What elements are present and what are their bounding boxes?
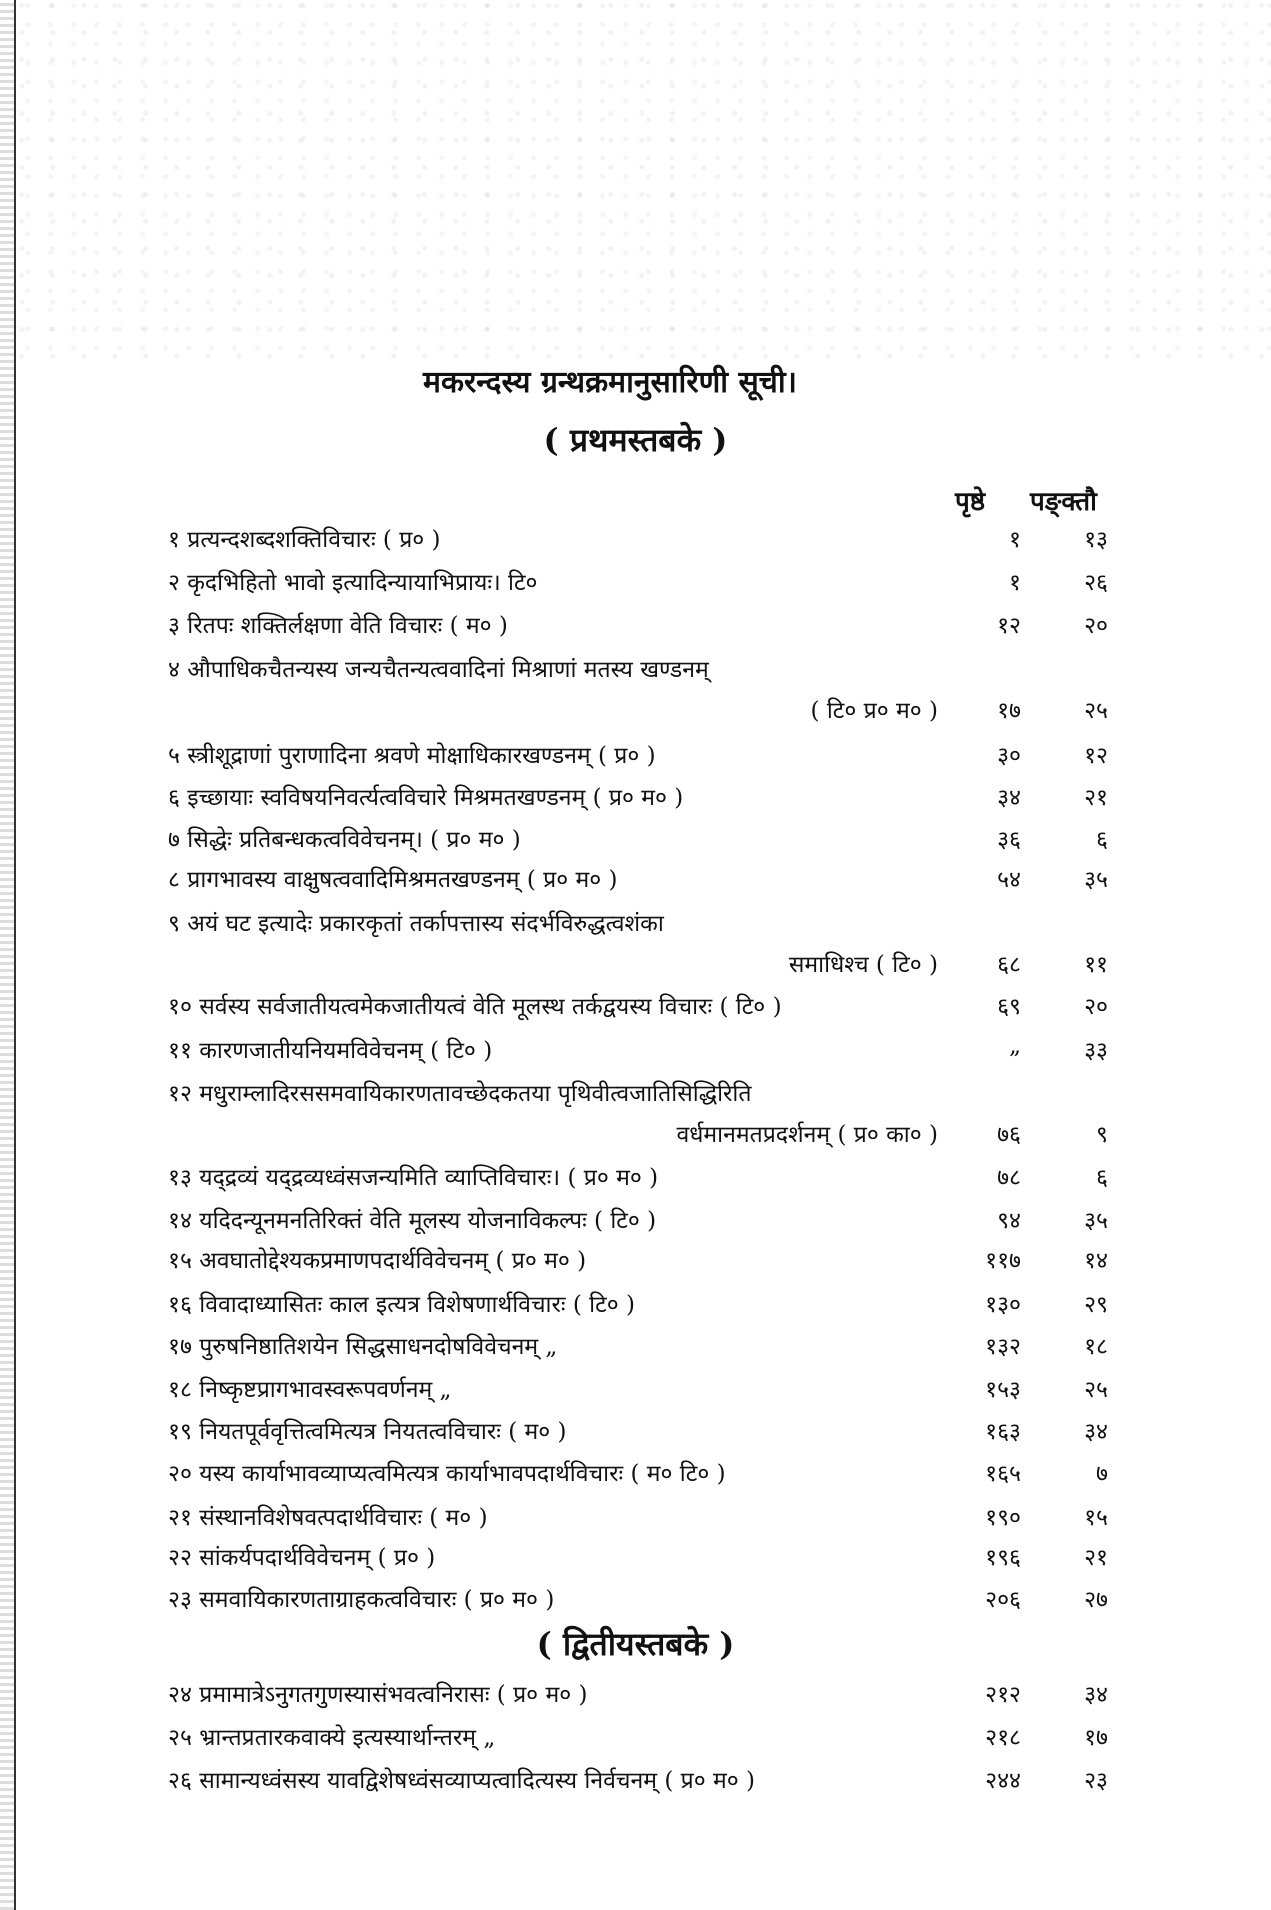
section-heading-second: ( द्वितीयस्तबके )	[536, 1625, 735, 1663]
entry-text: ९ अयं घट इत्यादेः प्रकारकृतां तर्कापत्तास्य संदर्भविरुद्धत्वशंका	[168, 911, 664, 937]
entry-line: २९	[1084, 1292, 1108, 1318]
entry-page: ६८	[997, 952, 1021, 978]
entry-line: ३४	[1084, 1682, 1108, 1708]
entry-text: २३ समवायिकारणताग्राहकत्वविचारः ( प्र० म० )	[168, 1587, 555, 1613]
entry-text: ७ सिद्धेः प्रतिबन्धकत्वविवेचनम्। ( प्र० म० )	[168, 827, 521, 853]
index-entry	[168, 1329, 1108, 1367]
index-entry	[168, 565, 1108, 603]
entry-page: २१८	[985, 1725, 1021, 1751]
entry-page: ६९	[997, 994, 1021, 1020]
entry-page: ३०	[997, 743, 1021, 769]
entry-page: १२	[997, 613, 1021, 639]
index-entry	[168, 522, 1108, 560]
index-entry	[168, 1076, 1098, 1114]
column-header-line: पङ्क्तौ	[1030, 487, 1097, 517]
entry-page: २१२	[985, 1682, 1021, 1708]
entry-line: २१	[1084, 785, 1108, 811]
index-entry	[168, 1414, 1108, 1452]
entry-text: २१ संस्थानविशेषवत्पदार्थविचारः ( म० )	[168, 1505, 488, 1531]
entry-page: १५३	[985, 1377, 1021, 1403]
entry-line: ९	[1096, 1122, 1108, 1148]
entry-page: १६३	[985, 1419, 1021, 1445]
entry-text: १६ विवादाध्यासितः काल इत्यत्र विशेषणार्थविचारः ( टि० )	[168, 1292, 635, 1318]
entry-line: १८	[1084, 1334, 1108, 1360]
entry-line: ३५	[1084, 1208, 1108, 1234]
entry-line: २५	[1084, 1377, 1108, 1403]
entry-line: २५	[1084, 698, 1108, 724]
index-entry	[168, 1540, 1108, 1578]
entry-page: ३४	[997, 785, 1021, 811]
entry-line: ६	[1096, 1165, 1108, 1191]
entry-text: १७ पुरुषनिष्ठातिशयेन सिद्धसाधनदोषविवेचनम् „	[168, 1334, 558, 1360]
index-entry	[168, 608, 1108, 646]
entry-text: १९ नियतपूर्ववृत्तित्वमित्यत्र नियतत्वविचारः ( म० )	[168, 1419, 567, 1445]
index-entry	[168, 1582, 1108, 1620]
entry-text: ( टि० प्र० म० )	[810, 698, 938, 724]
entry-text: १४ यदिदन्यूनमनतिरिक्तं वेति मूलस्य योजनाविकल्पः ( टि० )	[168, 1208, 657, 1234]
index-entry	[168, 1763, 1108, 1801]
index-entry	[168, 1456, 1108, 1494]
entry-line: २०	[1084, 994, 1108, 1020]
entry-text: ११ कारणजातीयनियमविवेचनम् ( टि० )	[168, 1038, 493, 1064]
entry-page: „	[1009, 1033, 1021, 1059]
index-entry	[168, 1033, 1108, 1071]
index-entry	[168, 1287, 1108, 1325]
entry-text: समाधिश्च ( टि० )	[788, 952, 938, 978]
entry-text: १ प्रत्यन्दशब्दशक्तिविचारः ( प्र० )	[168, 527, 441, 553]
index-entry	[168, 1203, 1108, 1241]
entry-text: १८ निष्कृष्टप्रागभावस्वरूपवर्णनम् „	[168, 1377, 452, 1403]
entry-page: १३२	[985, 1334, 1021, 1360]
index-entry	[168, 1372, 1108, 1410]
entry-text: १५ अवघातोद्देश्यकप्रमाणपदार्थविवेचनम् ( प्र० म० )	[168, 1248, 587, 1274]
entry-line: १५	[1084, 1505, 1108, 1531]
entry-line: ३३	[1084, 1038, 1108, 1064]
entry-line: १७	[1084, 1725, 1108, 1751]
entry-text: २२ सांकर्यपदार्थविवेचनम् ( प्र० )	[168, 1545, 436, 1571]
entry-line: १२	[1084, 743, 1108, 769]
index-entry	[168, 1677, 1108, 1715]
entry-text: ५ स्त्रीशूद्राणां पुराणादिना श्रवणे मोक्षाधिकारखण्डनम् ( प्र० )	[168, 743, 656, 769]
index-entry	[168, 906, 1098, 944]
column-header-page: पृष्ठे	[955, 487, 986, 517]
index-entry	[168, 1500, 1108, 1538]
index-entry	[168, 862, 1108, 900]
scan-noise	[0, 0, 1271, 360]
entry-page: १९६	[985, 1545, 1021, 1571]
entry-line: ६	[1096, 827, 1108, 853]
entry-text: २० यस्य कार्याभावव्याप्यत्वमित्यत्र कार्याभावपदार्थविचारः ( म० टि० )	[168, 1461, 726, 1487]
index-entry	[168, 1720, 1108, 1758]
entry-page: ५४	[997, 867, 1021, 893]
entry-page: २४४	[985, 1768, 1021, 1794]
entry-page: ९४	[997, 1208, 1021, 1234]
entry-text: १० सर्वस्य सर्वजातीयत्वमेकजातीयत्वं वेति मूलस्थ तर्कद्वयस्य विचारः ( टि० )	[168, 994, 782, 1020]
entry-text: ४ औपाधिकचैतन्यस्य जन्यचैतन्यत्ववादिनां मिश्राणां मतस्य खण्डनम्	[168, 657, 709, 683]
entry-text: ८ प्रागभावस्य वाक्षुषत्ववादिमिश्रमतखण्डनम् ( प्र० म० )	[168, 867, 618, 893]
index-entry	[168, 1243, 1108, 1281]
section-heading-first: ( प्रथमस्तबके )	[543, 421, 728, 459]
entry-page: ७८	[997, 1165, 1021, 1191]
entry-text: वर्धमानमतप्रदर्शनम् ( प्र० का० )	[676, 1122, 938, 1148]
entry-page: १३०	[985, 1292, 1021, 1318]
entry-line: ३४	[1084, 1419, 1108, 1445]
entry-text: २६ सामान्यध्वंसस्य यावद्विशेषध्वंसव्याप्यत्वादित्यस्य निर्वचनम् ( प्र० म० )	[168, 1768, 755, 1794]
entry-line: १३	[1084, 527, 1108, 553]
entry-page: १६५	[985, 1461, 1021, 1487]
entry-text: ३ रितपः शक्तिर्लक्षणा वेति विचारः ( म० )	[168, 613, 508, 639]
entry-line: ३५	[1084, 867, 1108, 893]
entry-page: ३६	[997, 827, 1021, 853]
page-title: मकरन्दस्य ग्रन्थक्रमानुसारिणी सूची।	[423, 365, 797, 400]
entry-text: २५ भ्रान्तप्रतारकवाक्ये इत्यस्यार्थान्तरम् „	[168, 1725, 496, 1751]
index-entry	[168, 693, 1108, 731]
index-entry	[168, 1160, 1108, 1198]
index-entry	[168, 1117, 1108, 1155]
entry-line: ११	[1084, 952, 1108, 978]
index-entry	[168, 989, 1108, 1027]
entry-line: १४	[1084, 1248, 1108, 1274]
entry-page: ७६	[997, 1122, 1021, 1148]
index-entry	[168, 738, 1108, 776]
entry-text: १३ यद्द्रव्यं यद्द्रव्यध्वंसजन्यमिति व्याप्तिविचारः। ( प्र० म० )	[168, 1165, 659, 1191]
entry-line: २७	[1084, 1587, 1108, 1613]
entry-page: १९०	[985, 1505, 1021, 1531]
index-entry	[168, 822, 1108, 860]
entry-line: ७	[1096, 1461, 1108, 1487]
entry-page: २०६	[985, 1587, 1021, 1613]
entry-line: २०	[1084, 613, 1108, 639]
index-entry	[168, 947, 1108, 985]
entry-page: १	[1009, 570, 1021, 596]
entry-page: १	[1009, 527, 1021, 553]
entry-text: ६ इच्छायाः स्वविषयनिवर्त्यत्वविचारे मिश्रमतखण्डनम् ( प्र० म० )	[168, 785, 684, 811]
entry-page: १७	[997, 698, 1021, 724]
entry-line: २१	[1084, 1545, 1108, 1571]
index-entry	[168, 780, 1108, 818]
entry-text: २४ प्रमामात्रेऽनुगतगुणस्यासंभवत्वनिरासः ( प्र० म० )	[168, 1682, 588, 1708]
entry-text: २ कृदभिहितो भावो इत्यादिन्यायाभिप्रायः। टि०	[168, 570, 538, 596]
entry-text: १२ मधुराम्लादिरससमवायिकारणतावच्छेदकतया पृथिवीत्वजातिसिद्धिरिति	[168, 1081, 752, 1107]
entry-page: ११७	[985, 1248, 1021, 1274]
entry-line: २३	[1084, 1768, 1108, 1794]
entry-line: २६	[1084, 570, 1108, 596]
index-entry	[168, 652, 1098, 690]
